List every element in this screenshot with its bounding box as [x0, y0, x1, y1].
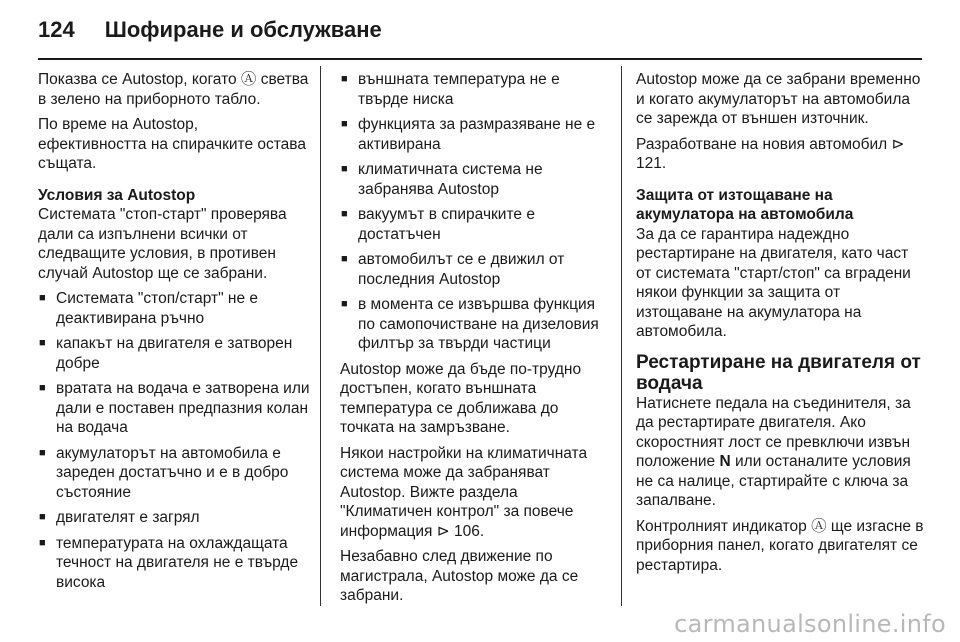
list-item: ■ температурата на охлаждащата течност на двигателя не е твърде висока [38, 534, 310, 593]
column-divider [320, 66, 321, 606]
condition-list [340, 70, 612, 354]
list-item: ■ капакът на двигателя е затворен добре [38, 334, 310, 373]
header-rule [38, 58, 922, 60]
list-item: ■ автомобилът се е движил от последния Autostop [340, 250, 612, 289]
paragraph [636, 394, 926, 511]
page-number: 124 [38, 17, 75, 42]
list-item: ■ вакуумът в спирачките е достатъчен [340, 205, 612, 244]
text-run: Натиснете педала на съединителя, за да рестартирате двигателя. Ако скоростният лост се превключи извън положение [636, 394, 911, 470]
section-heading-driver-restart: Рестартиране на двигателя от водача [636, 351, 921, 394]
paragraph: За да се гарантира надеждно рестартиране на двигателя, като част от системата "старт/стоп" са вградени някои функции за защита от изтощаване на акумулатора на автомобила. [636, 225, 911, 340]
column-divider [621, 66, 622, 606]
column-1 [38, 70, 310, 598]
paragraph: Контролният индикатор Ⓐ ще изгасне в приборния панел, когато двигателят се рестартира. [636, 517, 924, 574]
paragraph: Незабавно след движение по магистрала, Autostop може да се забрани. [340, 548, 579, 604]
list-item: ■ Системата "стоп/старт" не е деактивирана ръчно [38, 289, 310, 328]
list-item: ■ в момента се извършва функция по самопочистване на дизеловия филтър за твърди частици [340, 295, 612, 354]
section-heading-battery-protection: Защита от изтощаване на акумулатора на автомобила [636, 186, 854, 223]
section-heading-conditions: Условия за Autostop [38, 186, 196, 204]
watermark: carmanualsonline.info [674, 610, 946, 638]
list-item: ■ външната температура не е твърде ниска [340, 70, 612, 109]
paragraph: Разработване на новия автомобил ⊳ 121. [636, 135, 905, 172]
list-item: ■ климатичната система не забранява Autostop [340, 160, 612, 199]
condition-list [38, 289, 310, 592]
paragraph: Системата "стоп-старт" проверява дали са изпълнени всички от следващите условия, в противен случай Autostop ще се забрани. [38, 206, 287, 282]
list-item: ■ акумулаторът на автомобила е зареден достатъчно и е в добро състояние [38, 444, 310, 503]
list-item: ■ двигателят е загрял [38, 508, 310, 528]
page-header [38, 10, 382, 50]
paragraph: По време на Autostop, ефективността на спирачките остава същата. [38, 116, 306, 172]
paragraph: Някои настройки на климатичната система може да забраняват Autostop. Вижте раздела "Климатичен контрол" за повече информация ⊳ 106. [340, 444, 588, 540]
paragraph: Показва се Autostop, когато Ⓐ светва в зелено на приборното табло. [38, 71, 309, 108]
gear-position-n: N [719, 453, 731, 470]
list-item: ■ функцията за размразяване не е активирана [340, 115, 612, 154]
column-3 [636, 70, 926, 581]
column-2 [340, 70, 612, 612]
page-title: Шофиране и обслужване [104, 17, 382, 42]
paragraph: Autostop може да бъде по-трудно достъпен, когато външната температура се доближава до точката на замръзване. [340, 360, 582, 436]
paragraph: Autostop може да се забрани временно и когато акумулаторът на автомобила се зарежда от външен източник. [636, 71, 921, 127]
list-item: ■ вратата на водача е затворена или дали е поставен предпазния колан на водача [38, 379, 310, 438]
text-run: или останалите условия не са налице, стартирайте с ключа за запалване. [636, 453, 911, 509]
